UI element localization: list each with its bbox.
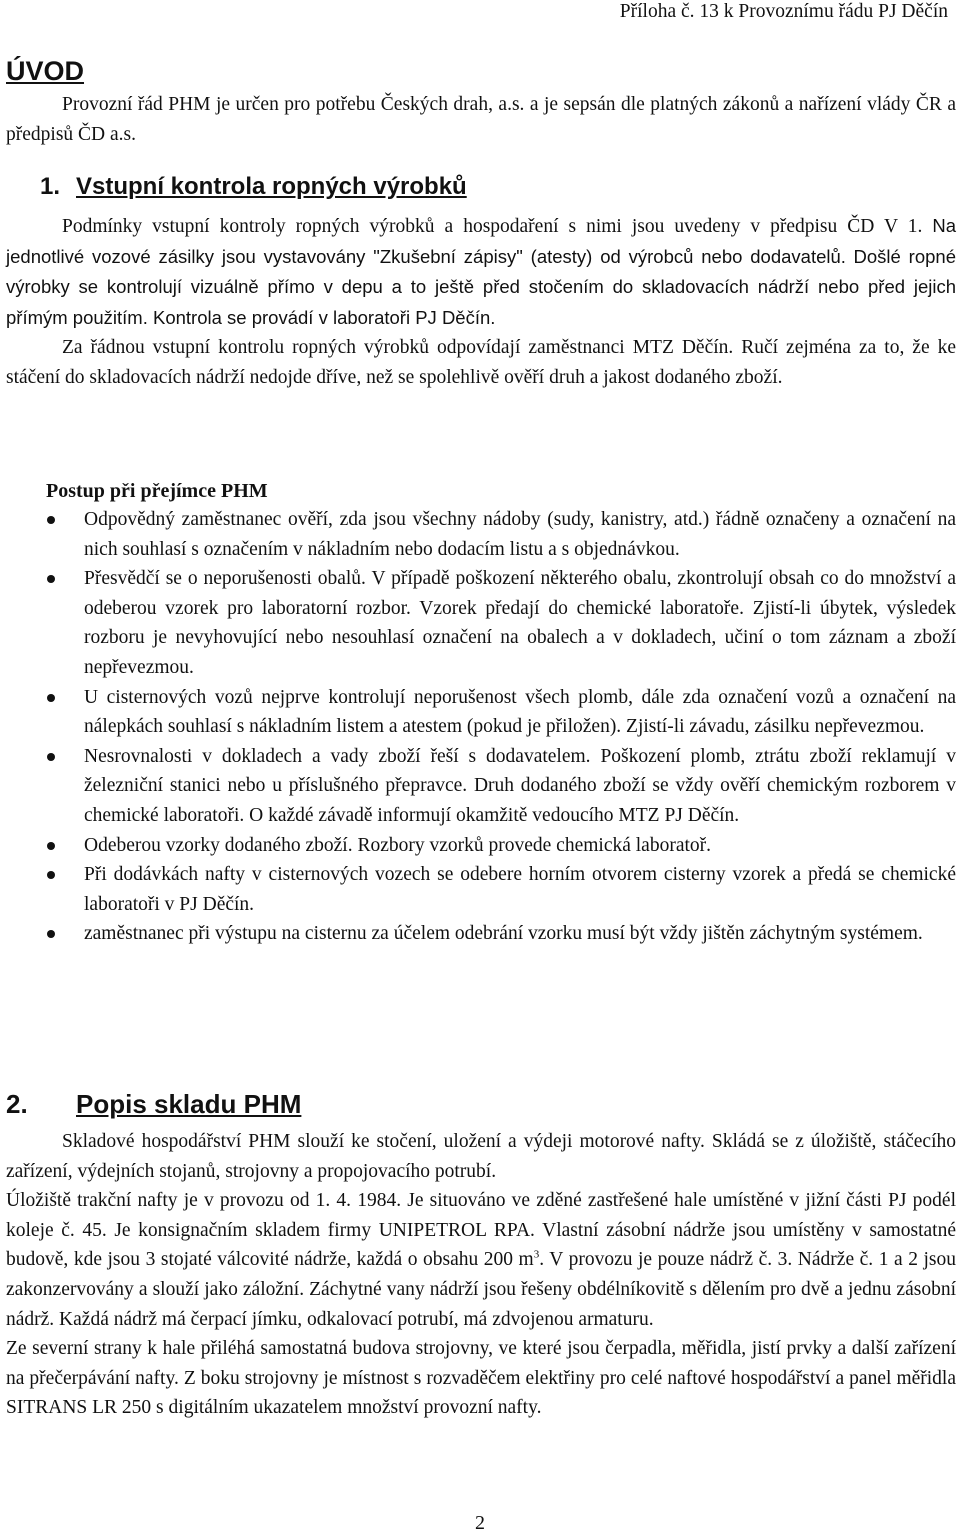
list-item-text: U cisternových vozů nejprve kontrolují neporušenost všech plomb, dále zda označení vozů a označení na nálepkách souhlasí s nákladním listem a atestem (pokud je přiložen). Zjistí-li závadu, zásilku nepřevezmou. bbox=[84, 686, 956, 738]
section1-title: Vstupní kontrola ropných výrobků bbox=[76, 173, 467, 200]
list-item-text: zaměstnanec při výstupu na cisternu za účelem odebrání vzorku musí být vždy jištěn záchytným systémem. bbox=[84, 923, 923, 945]
section1-body bbox=[6, 211, 956, 393]
section1-p1-b: Na jednotlivé vozové zásilky jsou vystavovány "Zkušební zápisy" (atesty) od výrobců nebo dodavatelů. bbox=[6, 215, 956, 267]
bullet-icon bbox=[47, 694, 55, 702]
intro-paragraph bbox=[6, 90, 956, 149]
section1-p1-a: Podmínky vstupní kontroly ropných výrobků a hospodaření s nimi jsou uvedeny v předpisu ČD V 1. bbox=[62, 216, 923, 237]
section2-paragraph-3: Ze severní strany k hale přiléhá samostatná budova strojovny, ve které jsou čerpadla, měřidla, jistí prvky a další zařízení na přečerpávání nafty. Z boku strojovny je místnost s rozvaděčem elektřiny pro celé naftové hospodářství a panel měřidla SITRANS LR 250 s digitálním ukazatelem množství provozní nafty. bbox=[6, 1338, 956, 1419]
procedure-list bbox=[0, 505, 956, 949]
bullet-icon bbox=[47, 871, 55, 879]
superscript-3: 3 bbox=[533, 1248, 540, 1261]
bullet-icon bbox=[47, 930, 55, 938]
bullet-icon bbox=[47, 516, 55, 524]
list-item bbox=[0, 860, 956, 919]
section1-paragraph-2: Za řádnou vstupní kontrolu ropných výrobků odpovídají zaměstnanci MTZ Děčín. Ručí zejména za to, že ke stáčení do skladovacích nádrží nedojde dříve, než se spolehlivě ověří druh a jakost dodaného zboží. bbox=[6, 337, 956, 388]
page-number: 2 bbox=[475, 1512, 485, 1534]
section2-body bbox=[6, 1127, 956, 1423]
list-item-text: Při dodávkách nafty v cisternových vozech se odebere horním otvorem cisterny vzorek a předá se chemické laboratoři v PJ Děčín. bbox=[84, 864, 956, 915]
section2-paragraph-1: Skladové hospodářství PHM slouží ke stočení, uložení a výdeji motorové nafty. Skládá se z úložiště, stáčecího zařízení, výdejních stojanů, strojovny a propojovacího potrubí. bbox=[6, 1131, 956, 1182]
list-item-text: Přesvědčí se o neporušenosti obalů. V případě poškození některého obalu, zkontrolují obsah co do množství a odeberou vzorek pro laboratorní rozbor. Vzorek předají do chemické laboratoře. Zjistí-li úbytek, výsledek rozboru je nevyhovující nebo nesouhlasí označení na obalech a v dokladech, učiní o tom záznam a zboží nepřevezmou. bbox=[84, 568, 956, 678]
section1-p1-c: Došlé ropné výrobky se kontrolují vizuálně přímo v depu a to ještě před stočením do skladovacích nádrží nebo před jejich přímým použitím. Kontrola se provádí v laboratoři PJ Děčín. bbox=[6, 245, 956, 328]
section2-title: Popis skladu PHM bbox=[76, 1089, 302, 1119]
list-item bbox=[0, 742, 956, 831]
list-item bbox=[0, 831, 956, 861]
section2-p2-b: . V provozu je pouze nádrž č. 3. Nádrže č. 1 a 2 jsou zakonzervovány a slouží jako záložní. Záchytné vany nádrží jsou řešeny obdélníkovitě s dělením pro dvě a jednu zásobní nádrž. Každá nádrž má čerpací jímku, odkalovací potrubí, má zdvojenou armaturu. bbox=[6, 1249, 956, 1330]
list-item-text: Nesrovnalosti v dokladech a vady zboží řeší s dodavatelem. Poškození plomb, ztrátu zboží reklamují v železniční stanici nebo u příslušného přepravce. Druh dodaného zboží se vždy ověří chemickým rozborem v chemické laboratoři. O každé závadě informují okamžitě vedoucího MTZ PJ Děčín. bbox=[84, 745, 956, 826]
list-item bbox=[0, 919, 956, 949]
section1-paragraph-1 bbox=[6, 211, 956, 333]
header-note: Příloha č. 13 k Provoznímu řádu PJ Děčín bbox=[619, 1, 948, 22]
bullet-icon bbox=[47, 753, 55, 761]
procedure-heading: Postup při přejímce PHM bbox=[46, 480, 268, 502]
list-item bbox=[0, 505, 956, 564]
bullet-icon bbox=[47, 842, 55, 850]
list-item bbox=[0, 564, 956, 682]
section2-number: 2. bbox=[6, 1089, 28, 1119]
list-item bbox=[0, 683, 956, 742]
intro-text: Provozní řád PHM je určen pro potřebu Českých drah, a.s. a je sepsán dle platných zákonů a nařízení vlády ČR a předpisů ČD a.s. bbox=[6, 94, 956, 145]
bullet-icon bbox=[47, 575, 55, 583]
section2-paragraph-2 bbox=[6, 1186, 956, 1334]
list-item-text: Odpovědný zaměstnanec ověří, zda jsou všechny nádoby (sudy, kanistry, atd.) řádně označeny a označení na nich souhlasí s označením v nákladním nebo dodacím listu a s objednávkou. bbox=[84, 509, 956, 560]
section1-number: 1. bbox=[40, 173, 61, 200]
list-item-text: Odeberou vzorky dodaného zboží. Rozbory vzorků provede chemická laboratoř. bbox=[84, 834, 712, 856]
section2-p2-a: Úložiště trakční nafty je v provozu od 1. 4. 1984. Je situováno ve zděné zastřešené hale umístěné v jižní části PJ podél koleje č. 45. Je konsignačním skladem firmy UNIPETROL RPA. Vlastní zásobní nádrže jsou umístěny v samostatné budově, kde jsou 3 stojaté válcovité nádrže, každá o obsahu 200 m bbox=[6, 1190, 956, 1271]
section1-heading bbox=[40, 172, 467, 202]
intro-title: ÚVOD bbox=[6, 56, 85, 86]
section2-heading bbox=[6, 1088, 301, 1120]
